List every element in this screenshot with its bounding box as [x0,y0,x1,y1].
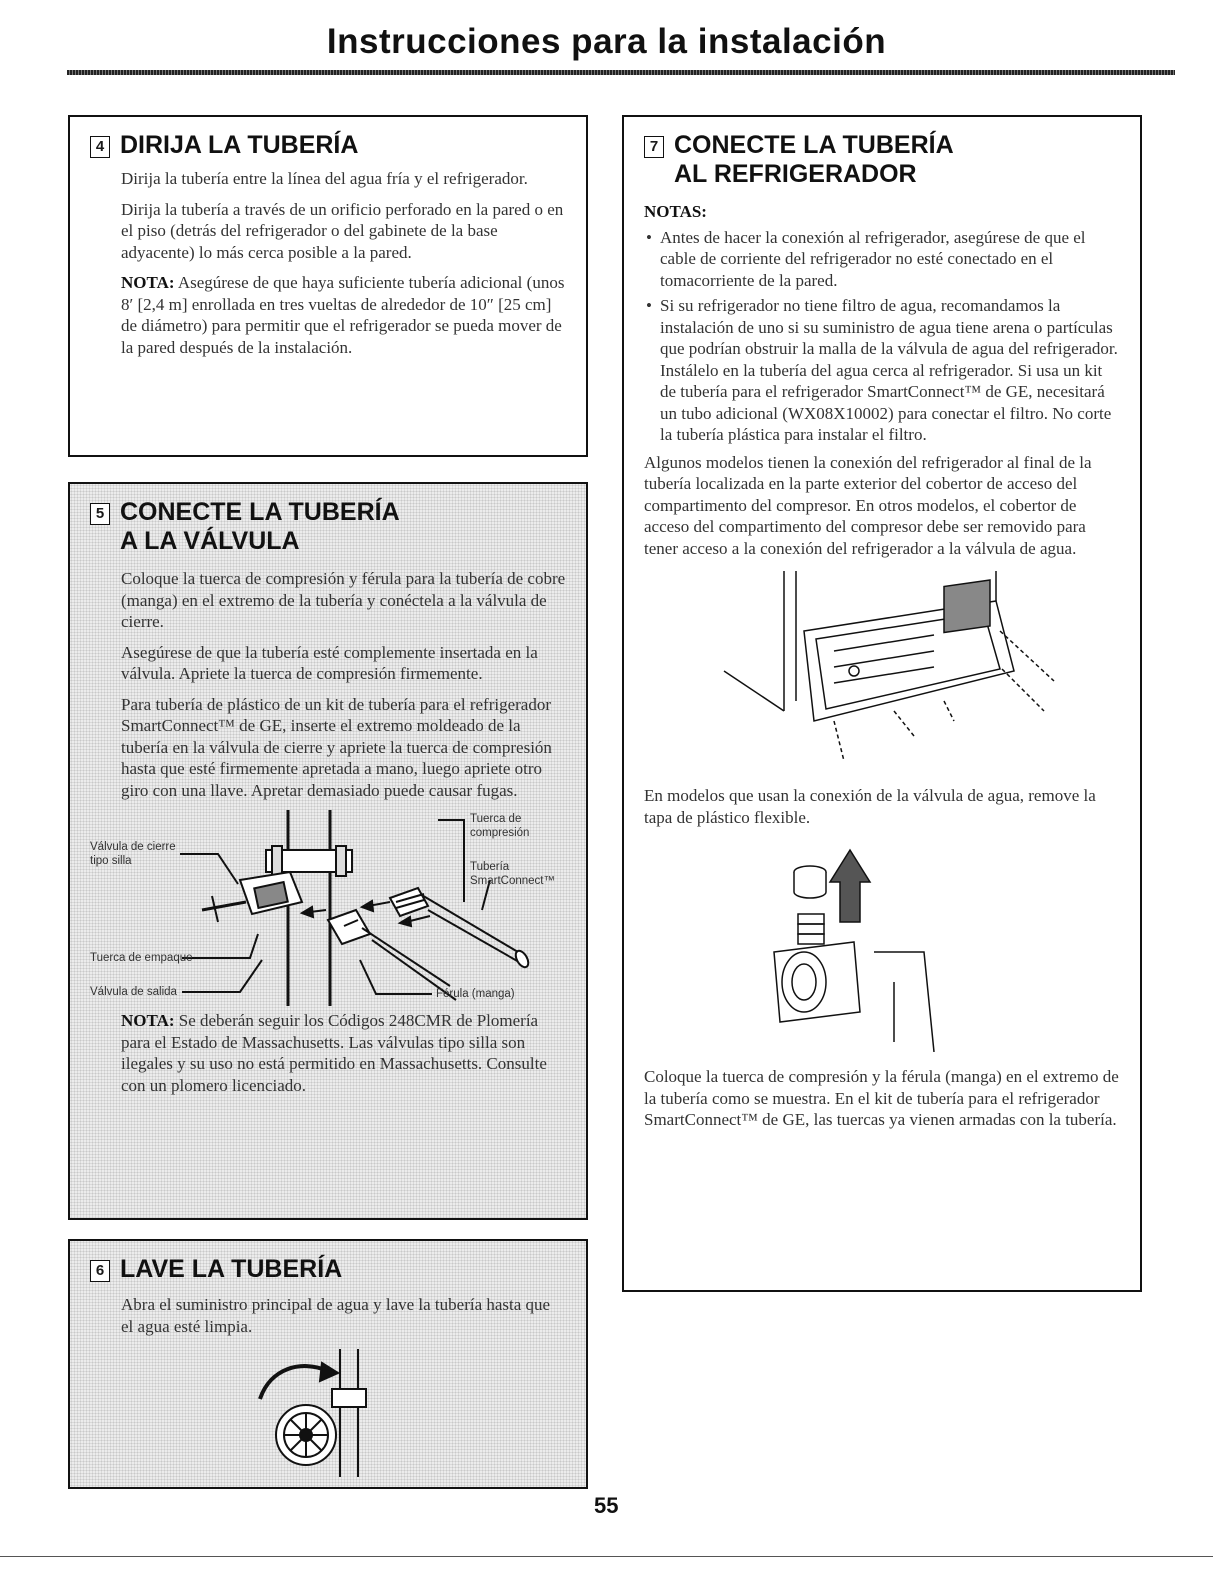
label-packing-nut: Tuerca de empaque [90,952,193,964]
list-item: • Antes de hacer la conexión al refrigerador, asegúrese de que el cable de corriente del refrigerador no esté conectado en el tomacorriente de la pared. [644,227,1120,292]
step-7-box [622,115,1142,1292]
paragraph: Para tubería de plástico de un kit de tubería para el refrigerador SmartConnect™ de GE, inserte el extremo moldeado de la tubería en la válvula de cierre y apriete la tuerca de compresión hasta que esté firmemente apretada a mano, luego apriete otro giro con una llave. Apretar demasiado puede causar fugas. [121,694,552,800]
step-7-body-3 [644,1066,1120,1131]
step-4-header [90,131,566,160]
step-7-body [644,201,1120,559]
paragraph: Algunos modelos tienen la conexión del refrigerador al final de la tubería localizada en la parte exterior del cobertor de acceso del compartimento del compresor. En otros modelos, el cobertor de acceso del compartimento del compresor debe ser removido para tener acceso a la conexión del refrigerador a la válvula de agua. [644,452,1092,558]
list-item: • Si su refrigerador no tiene filtro de agua, recomandamos la instalación de uno si su suministro de agua tiene arena o partículas que podrían obstruir la malla de la válvula de agua del refrigerador. Instálelo en la tubería del agua cerca al refrigerador. Si usa un kit de tubería para el refrigerador SmartConnect™ de GE, necesitará un tubo adicional (WX08X10002) para conectar el filtro. No corte la tubería plástica para instalar el filtro. [644,295,1120,446]
valve-connection-illustration [764,842,944,1052]
paragraph: Coloque la tuerca de compresión y la férula (manga) en el extremo de la tubería como se muestra. En el kit de tubería para el refrigerador SmartConnect™ de GE, las tuercas ya vienen armadas con la tubería. [644,1067,1119,1129]
saddle-valve-diagram [90,810,566,1006]
paragraph: Dirija la tubería entre la línea del agua fría y el refrigerador. [121,169,528,188]
step-6-header [90,1255,566,1284]
note-text: Se deberán seguir los Códigos 248CMR de Plomería para el Estado de Massachusetts. Las válvulas tipo silla son ilegales y su uso no está permitido en Massachusetts. Consulte con un plomero licenciado. [121,1011,547,1095]
page-number: 55 [594,1493,619,1518]
step-4-box [68,115,588,457]
step-4-body [90,168,566,358]
step-6-box [68,1239,588,1489]
page-title: Instrucciones para la instalación [326,22,887,61]
step-7-body-2 [644,785,1120,828]
note [121,272,566,358]
compressor-cover-illustration [684,571,1064,771]
label-tubing: Tubería SmartConnect™ [470,861,556,887]
label-saddle-valve: Válvula de cierre tipo silla [90,841,176,867]
paragraph: Abra el suministro principal de agua y lave la tubería hasta que el agua esté limpia. [121,1295,551,1336]
notes-label: NOTAS: [644,202,707,221]
title-rule [67,70,1175,75]
paragraph: Dirija la tubería a través de un orificio perforado en la pared o en el piso (detrás del refrigerador o del gabinete de la base adyacente) lo más cerca posible a la pared. [121,199,564,262]
step-6-body [90,1294,566,1337]
label-outlet-valve: Válvula de salida [90,986,177,998]
step-number-badge: 5 [90,503,110,525]
paragraph: En modelos que usan la conexión de la válvula de agua, remove la tapa de plástico flexible. [644,786,1096,827]
bottom-rule [0,1556,1213,1557]
label-ferrule: Férula (manga) [436,988,515,1000]
step-number-badge: 4 [90,136,110,158]
notes-list [644,227,1120,446]
paragraph: Asegúrese de que la tubería esté complemente insertada en la válvula. Apriete la tuerca de compresión firmemente. [121,642,538,683]
step-5-body [90,568,566,801]
step-5-note [90,1010,566,1096]
step-5-box [68,482,588,1220]
step-title: LAVE LA TUBERÍA [120,1255,343,1283]
step-number-badge: 7 [644,136,664,158]
step-7-header [644,131,1120,189]
note-text: Asegúrese de que haya suficiente tubería adicional (unos 8′ [2,4 m] enrollada en tres vueltas de alrededor de 10″ [25 cm] de diámetro) para permitir que el refrigerador se pueda mover de la pared después de la instalación. [121,273,565,357]
step-number-badge: 6 [90,1260,110,1282]
note-label: NOTA: [121,273,175,292]
step-5-header [90,498,566,556]
label-compression-nut: Tuerca de compresión [470,813,530,839]
flush-valve-illustration [240,1349,420,1477]
note [121,1010,566,1096]
step-title: CONECTE LA TUBERÍA A LA VÁLVULA [120,498,400,555]
step-title: DIRIJA LA TUBERÍA [120,131,359,159]
paragraph: Coloque la tuerca de compresión y férula para la tubería de cobre (manga) en el extremo de la tubería y conéctela a la válvula de cierre. [121,569,566,631]
step-title: CONECTE LA TUBERÍA AL REFRIGERADOR [674,131,954,188]
note-label: NOTA: [121,1011,175,1030]
